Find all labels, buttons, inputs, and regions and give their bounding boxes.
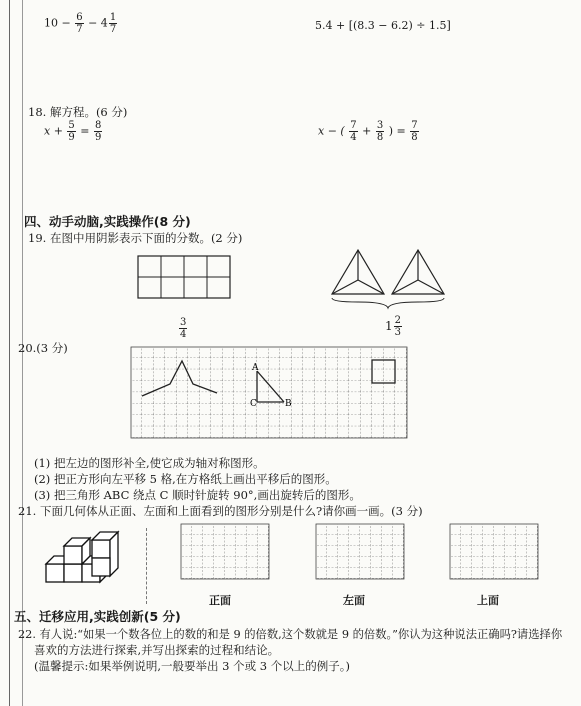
q18-equation-1: x + $\frac{5}{9}$ = $\frac{8}{9}$ — [44, 120, 102, 143]
q18-title: 18. 解方程。(6 分) — [28, 105, 128, 119]
q20-point-c: C — [250, 399, 257, 409]
q21-left-view-grid[interactable] — [315, 523, 405, 585]
expr1-minus: − 4 — [88, 16, 108, 30]
q21-solid-figure — [42, 528, 126, 588]
q21-top-view-grid[interactable] — [449, 523, 539, 585]
q18-equation-2: x − ( $\frac{7}{4}$ + $\frac{3}{8}$ ) = $\frac{7}{8}$ — [318, 120, 418, 143]
q20-point-a: A — [252, 363, 259, 373]
expr1-frac1: $\frac{6}{7}$ — [76, 12, 83, 35]
q21-label-front: 正面 — [209, 594, 231, 607]
expr1-whole: 10 − — [44, 16, 71, 30]
q21-label-top: 上面 — [477, 594, 499, 607]
q19-fraction-b: 1 $\frac{2}{3}$ — [385, 315, 402, 338]
q21-title: 21. 下面几何体从正面、左面和上面看到的图形分别是什么?请你画一画。(3 分) — [18, 504, 423, 518]
q19-triangles[interactable] — [328, 248, 450, 312]
section-5-title: 五、迁移应用,实践创新(5 分) — [14, 609, 181, 624]
q20-point-b: B — [285, 399, 292, 409]
section-4-title: 四、动手动脑,实践操作(8 分) — [24, 214, 191, 229]
q22-line-1: 22. 有人说:“如果一个数各位上的数的和是 9 的倍数,这个数就是 9 的倍数。”你认为这种说法正确吗?请选择你 — [18, 628, 563, 641]
q20-item-3: (3) 把三角形 ABC 绕点 C 顺时针旋转 90°,画出旋转后的图形。 — [34, 488, 361, 502]
q20-title: 20.(3 分) — [18, 341, 68, 355]
q20-item-1: (1) 把左边的图形补全,使它成为轴对称图形。 — [34, 456, 265, 470]
page-left-margin-line — [9, 0, 10, 706]
expr1-frac2: $\frac{1}{7}$ — [109, 12, 117, 35]
q22-line-2: 喜欢的方法进行探索,并写出探索的过程和结论。 — [34, 643, 280, 657]
expression-1 — [44, 12, 118, 35]
q20-grid-paper[interactable] — [130, 346, 412, 450]
q22-line-3: (温馨提示:如果举例说明,一般要举出 3 个或 3 个以上的例子。) — [34, 659, 351, 673]
q19-fraction-a: $\frac{3}{4}$ — [180, 317, 187, 340]
expression-2: 5.4 + [(8.3 − 6.2) ÷ 1.5] — [315, 19, 451, 32]
q20-item-2: (2) 把正方形向左平移 5 格,在方格纸上画出平移后的图形。 — [34, 472, 337, 486]
q19-title: 19. 在图中用阴影表示下面的分数。(2 分) — [28, 231, 243, 245]
q21-label-left: 左面 — [343, 594, 365, 607]
q21-divider — [146, 528, 148, 604]
q21-front-view-grid[interactable] — [180, 523, 270, 585]
q19-rectangle-grid[interactable] — [137, 255, 233, 301]
